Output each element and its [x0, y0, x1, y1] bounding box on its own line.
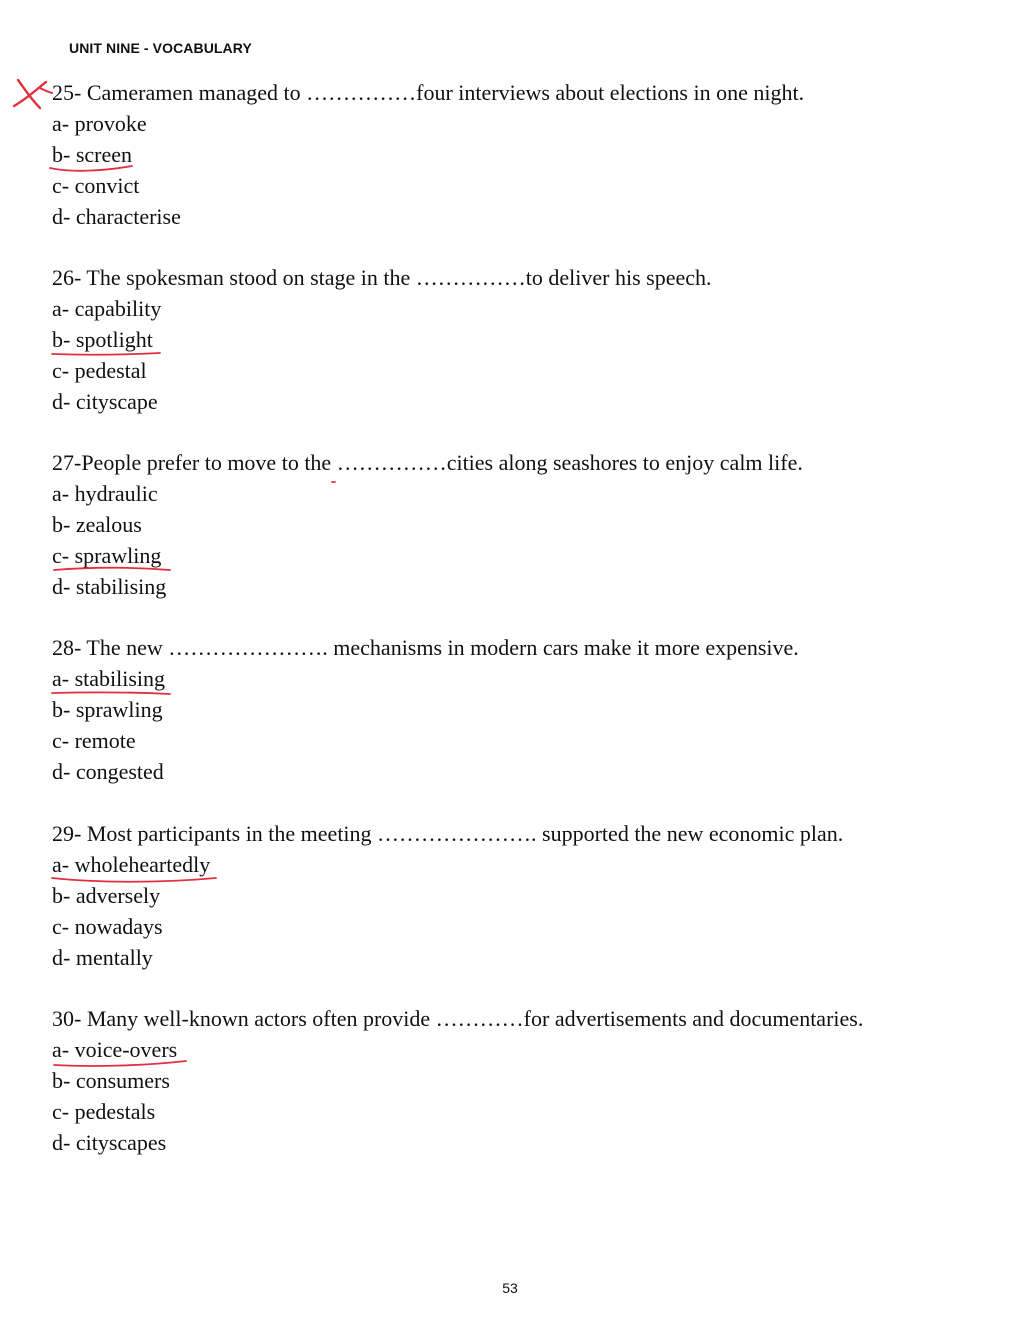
option-c: c- pedestal [52, 358, 147, 383]
question-stem: 30- Many well-known actors often provide …………for advertisements and documentaries. [52, 1006, 864, 1031]
question-stem: 29- Most participants in the meeting …………………. supported the new economic plan. [52, 821, 844, 846]
option-c: c- convict [52, 173, 140, 198]
option-a-underlined: a- voice-overs [52, 1037, 178, 1062]
option-d: d- cityscapes [52, 1130, 167, 1155]
question-30 [52, 1003, 982, 1158]
question-stem: 25- Cameramen managed to ……………four interviews about elections in one night. [52, 80, 805, 105]
question-26 [52, 262, 982, 417]
option-d: d- stabilising [52, 574, 167, 599]
option-a: a- provoke [52, 111, 147, 136]
option-d: d- characterise [52, 204, 181, 229]
option-b: b- consumers [52, 1068, 170, 1093]
option-b: b- adversely [52, 883, 161, 908]
question-stem: 28- The new …………………. mechanisms in modern cars make it more expensive. [52, 635, 799, 660]
option-d: d- mentally [52, 945, 153, 970]
option-b-underlined: b- spotlight [52, 327, 153, 352]
option-c-underlined: c- sprawling [52, 543, 162, 568]
option-a: a- capability [52, 296, 162, 321]
option-a-underlined: a- stabilising [52, 666, 166, 691]
option-a: a- hydraulic [52, 481, 158, 506]
question-28 [52, 632, 982, 787]
option-a-underlined: a- wholeheartedly [52, 852, 211, 877]
question-stem: 27-People prefer to move to the ……………cities along seashores to enjoy calm life. [52, 450, 803, 475]
question-29 [52, 818, 982, 973]
question-25 [52, 77, 982, 232]
option-c: c- remote [52, 728, 136, 753]
option-b: b- zealous [52, 512, 142, 537]
option-d: d- congested [52, 759, 164, 784]
option-b-underlined: b- screen [52, 142, 133, 167]
handwritten-x-mark [10, 74, 54, 114]
page-number: 53 [502, 1280, 518, 1296]
page-header: UNIT NINE - VOCABULARY [69, 40, 252, 56]
question-stem: 26- The spokesman stood on stage in the ……………to deliver his speech. [52, 265, 712, 290]
option-c: c- nowadays [52, 914, 163, 939]
option-b: b- sprawling [52, 697, 163, 722]
option-d: d- cityscape [52, 389, 158, 414]
option-c: c- pedestals [52, 1099, 156, 1124]
question-27 [52, 447, 982, 602]
